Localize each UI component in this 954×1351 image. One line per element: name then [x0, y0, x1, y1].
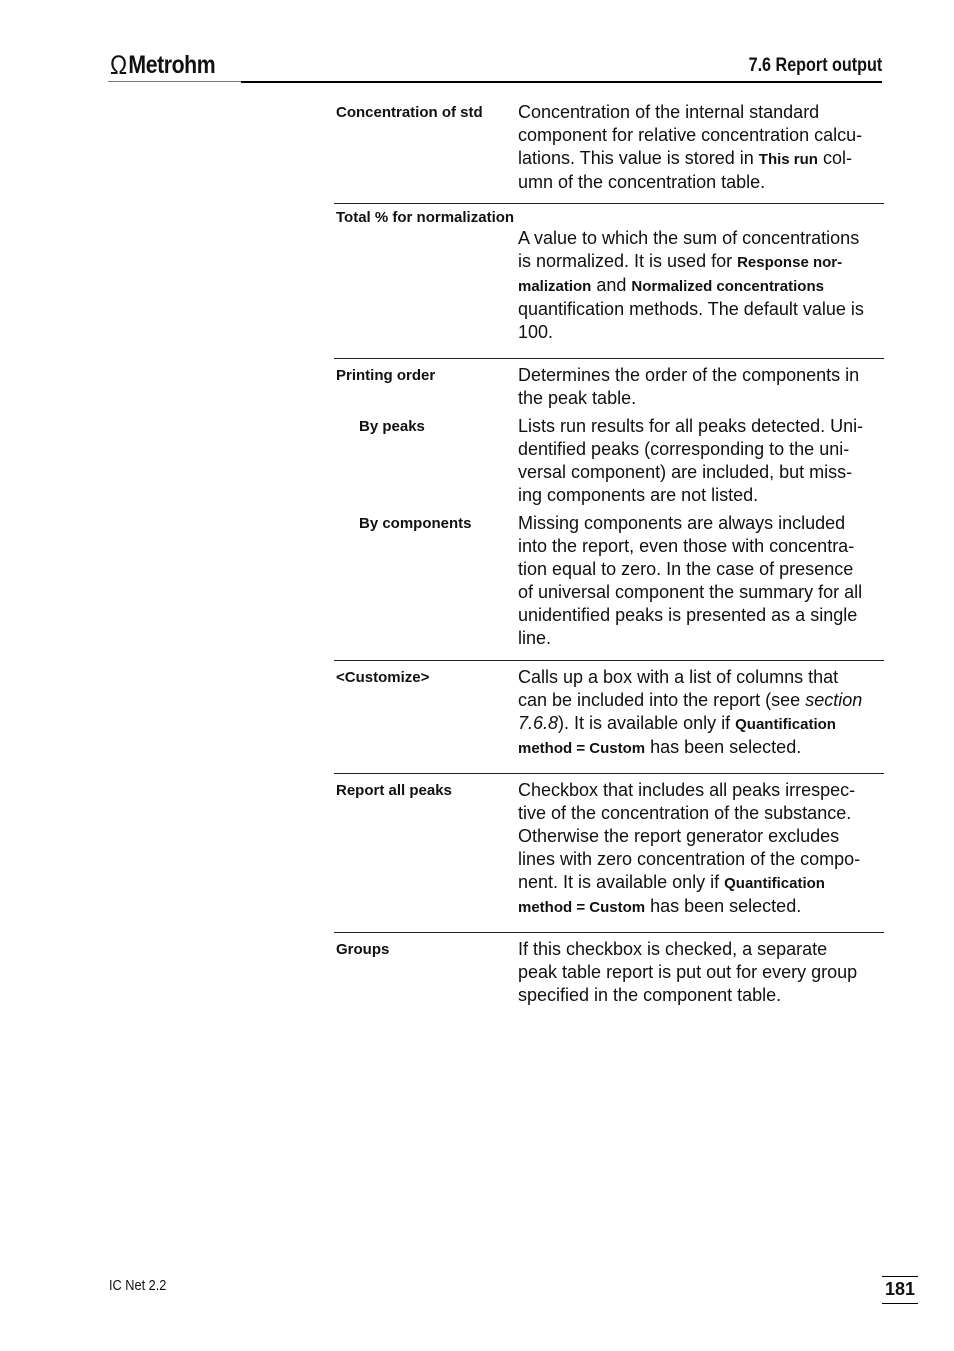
- description-text: specified in the component table.: [518, 985, 782, 1005]
- ui-term-reference: method = Custom: [518, 899, 646, 916]
- description-text: Concentration of the internal standard: [518, 102, 820, 122]
- description-line: [518, 627, 888, 650]
- entry-term: By peaks: [359, 418, 425, 435]
- description-text: If this checkbox is checked, a separate: [518, 939, 828, 959]
- description-line: [518, 364, 888, 387]
- description-line: [518, 689, 888, 712]
- cross-reference: 7.6.8: [518, 713, 559, 733]
- description-text: the peak table.: [518, 388, 637, 408]
- description-text: into the report, even those with concentra-: [518, 536, 855, 556]
- entry-description: [518, 101, 888, 194]
- description-line: [518, 484, 888, 507]
- entry-description: [518, 227, 888, 344]
- description-line: [518, 779, 888, 802]
- description-text: Determines the order of the components in: [518, 365, 860, 385]
- description-text: umn of the concentration table.: [518, 172, 766, 192]
- description-line: [518, 895, 888, 919]
- description-line: [518, 387, 888, 410]
- entry-divider: [334, 203, 884, 204]
- description-text: peak table report is put out for every group: [518, 962, 858, 982]
- entry-term: Printing order: [336, 367, 436, 384]
- description-text: A value to which the sum of concentrations: [518, 228, 860, 248]
- entry-term: Concentration of std: [336, 104, 483, 121]
- description-line: [518, 558, 888, 581]
- description-line: [518, 124, 888, 147]
- ui-term-reference: Response nor-: [737, 254, 843, 271]
- description-line: [518, 438, 888, 461]
- description-line: [518, 848, 888, 871]
- description-line: [518, 461, 888, 484]
- metrohm-logo: [110, 50, 215, 81]
- ui-term-reference: Normalized concentrations: [631, 278, 824, 295]
- entry-description: [518, 364, 888, 410]
- description-line: [518, 736, 888, 760]
- description-text: Lists run results for all peaks detected. Uni-: [518, 416, 864, 436]
- entry-divider: [334, 932, 884, 933]
- description-line: [518, 604, 888, 627]
- entry-term: Groups: [336, 941, 390, 958]
- description-text: Calls up a box with a list of columns that: [518, 667, 839, 687]
- description-line: [518, 712, 888, 736]
- description-line: [518, 802, 888, 825]
- section-title: 7.6 Report output: [748, 55, 882, 76]
- description-line: [518, 512, 888, 535]
- ui-term-reference: malization: [518, 278, 592, 295]
- description-text: can be included into the report (see: [518, 690, 806, 710]
- description-text: Otherwise the report generator excludes: [518, 826, 840, 846]
- entry-divider: [334, 773, 884, 774]
- description-line: [518, 101, 888, 124]
- entry-description: [518, 938, 888, 1007]
- ui-term-reference: This run: [758, 151, 818, 168]
- entry-divider: [334, 358, 884, 359]
- description-line: [518, 535, 888, 558]
- entry-term: By components: [359, 515, 472, 532]
- omega-icon: Ω: [110, 50, 127, 80]
- entry-description: [518, 666, 888, 760]
- ui-term-reference: method = Custom: [518, 740, 646, 757]
- description-text: has been selected.: [645, 737, 802, 757]
- description-line: [518, 415, 888, 438]
- description-text: tion equal to zero. In the case of presence: [518, 559, 854, 579]
- description-text: lations. This value is stored in: [518, 148, 759, 168]
- description-line: [518, 250, 888, 274]
- description-text: and: [591, 275, 632, 295]
- ui-term-reference: Quantification: [735, 716, 836, 733]
- description-text: tive of the concentration of the substance.: [518, 803, 852, 823]
- description-line: [518, 147, 888, 171]
- description-text: ). It is available only if: [558, 713, 736, 733]
- description-line: [518, 666, 888, 689]
- description-line: [518, 274, 888, 298]
- description-line: [518, 227, 888, 250]
- description-text: dentified peaks (corresponding to the uni-: [518, 439, 850, 459]
- entry-term: Total % for normalization: [336, 209, 515, 226]
- description-line: [518, 298, 888, 321]
- description-text: Missing components are always included: [518, 513, 846, 533]
- description-text: versal component) are included, but miss-: [518, 462, 853, 482]
- description-line: [518, 984, 888, 1007]
- entry-divider: [334, 660, 884, 661]
- description-text: is normalized. It is used for: [518, 251, 738, 271]
- description-line: [518, 961, 888, 984]
- entry-description: [518, 512, 888, 650]
- entry-description: [518, 415, 888, 507]
- description-text: of universal component the summary for all: [518, 582, 863, 602]
- ui-term-reference: Quantification: [724, 875, 825, 892]
- description-text: Checkbox that includes all peaks irrespec-: [518, 780, 856, 800]
- header-rule: [241, 81, 882, 83]
- description-text: ing components are not listed.: [518, 485, 759, 505]
- description-line: [518, 871, 888, 895]
- entry-term: Report all peaks: [336, 782, 452, 799]
- description-text: component for relative concentration calcu-: [518, 125, 863, 145]
- logo-text: Metrohm: [128, 51, 216, 79]
- entry-description: [518, 779, 888, 919]
- header-rule-grey: [108, 81, 241, 82]
- description-line: [518, 938, 888, 961]
- description-line: [518, 171, 888, 194]
- description-text: lines with zero concentration of the compo-: [518, 849, 861, 869]
- description-line: [518, 825, 888, 848]
- entry-term: <Customize>: [336, 669, 430, 686]
- description-line: [518, 581, 888, 604]
- product-name: IC Net 2.2: [109, 1277, 167, 1294]
- description-text: quantification methods. The default value is: [518, 299, 864, 319]
- page-number: 181: [882, 1276, 918, 1304]
- description-text: unidentified peaks is presented as a single: [518, 605, 858, 625]
- description-text: 100.: [518, 322, 554, 342]
- description-text: col-: [817, 148, 852, 168]
- description-text: line.: [518, 628, 552, 648]
- description-text: nent. It is available only if: [518, 872, 725, 892]
- description-line: [518, 321, 888, 344]
- description-text: has been selected.: [645, 896, 802, 916]
- cross-reference: section: [805, 690, 863, 710]
